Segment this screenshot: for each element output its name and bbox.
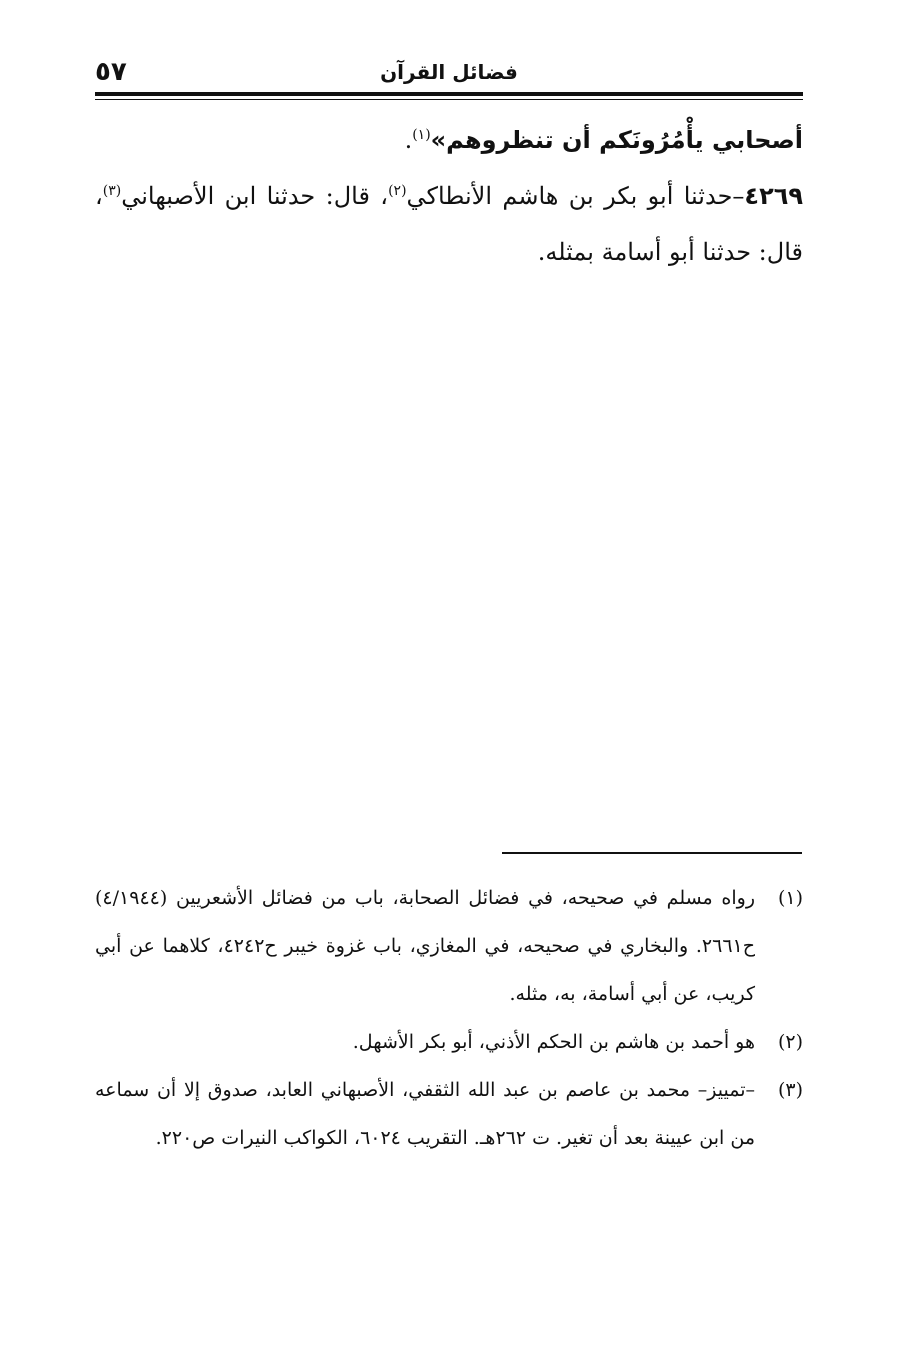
hadith-text-part2: ، قال: حدثنا ابن الأصبهاني — [121, 182, 389, 210]
footnote-1 — [95, 874, 803, 1018]
header-rule-thick — [95, 92, 803, 96]
footnotes — [95, 874, 803, 1162]
quote-end-tail: . — [404, 126, 413, 154]
footnote-marker: (٢) — [777, 1031, 803, 1053]
hadith-text-part1: –حدثنا أبو بكر بن هاشم الأنطاكي — [406, 182, 745, 210]
quote-end-text: أصحابي يأْمُرُونَكم أن تنظروهم» — [430, 126, 803, 154]
hadith-text-part3: ، قال: حدثنا أبو أسامة بمثله. — [95, 182, 803, 266]
footnote-separator — [502, 852, 802, 854]
footnote-2 — [95, 1018, 803, 1066]
hadith-number: ٤٢٦٩ — [744, 182, 804, 210]
main-text — [95, 112, 803, 280]
footnote-text: هو أحمد بن هاشم بن الحكم الأذني، أبو بكر الأشهل. — [352, 1031, 755, 1053]
quote-end-paragraph — [95, 112, 803, 168]
footnote-3 — [95, 1066, 803, 1162]
footnote-marker: (٣) — [777, 1079, 803, 1101]
footnote-ref-2: (٢) — [388, 183, 407, 199]
footnote-text: رواه مسلم في صحيحه، في فضائل الصحابة، باب من فضائل الأشعريين (٤/١٩٤٤) ح٢٦٦١. والبخاري في صحيحه، في المغازي، باب غزوة خيبر ح٤٢٤٢، كلاهما عن أبي كريب، عن أبي أسامة، به، مثله. — [95, 887, 755, 1005]
page-number: ٥٧ — [95, 57, 127, 87]
page-header — [95, 52, 803, 92]
footnote-text: –تمييز– محمد بن عاصم بن عبد الله الثقفي، الأصبهاني العابد، صدوق إلا أن سماعه من ابن عيينة بعد أن تغير. ت ٢٦٢هـ. التقريب ٦٠٢٤، الكواكب النيرات ص٢٢٠. — [95, 1079, 755, 1149]
header-rule-thin — [95, 99, 803, 100]
footnote-ref-1: (١) — [412, 127, 431, 143]
running-title: فضائل القرآن — [380, 60, 518, 84]
footnote-ref-3: (٣) — [102, 183, 122, 199]
footnote-marker: (١) — [777, 887, 803, 909]
hadith-paragraph — [95, 168, 803, 280]
